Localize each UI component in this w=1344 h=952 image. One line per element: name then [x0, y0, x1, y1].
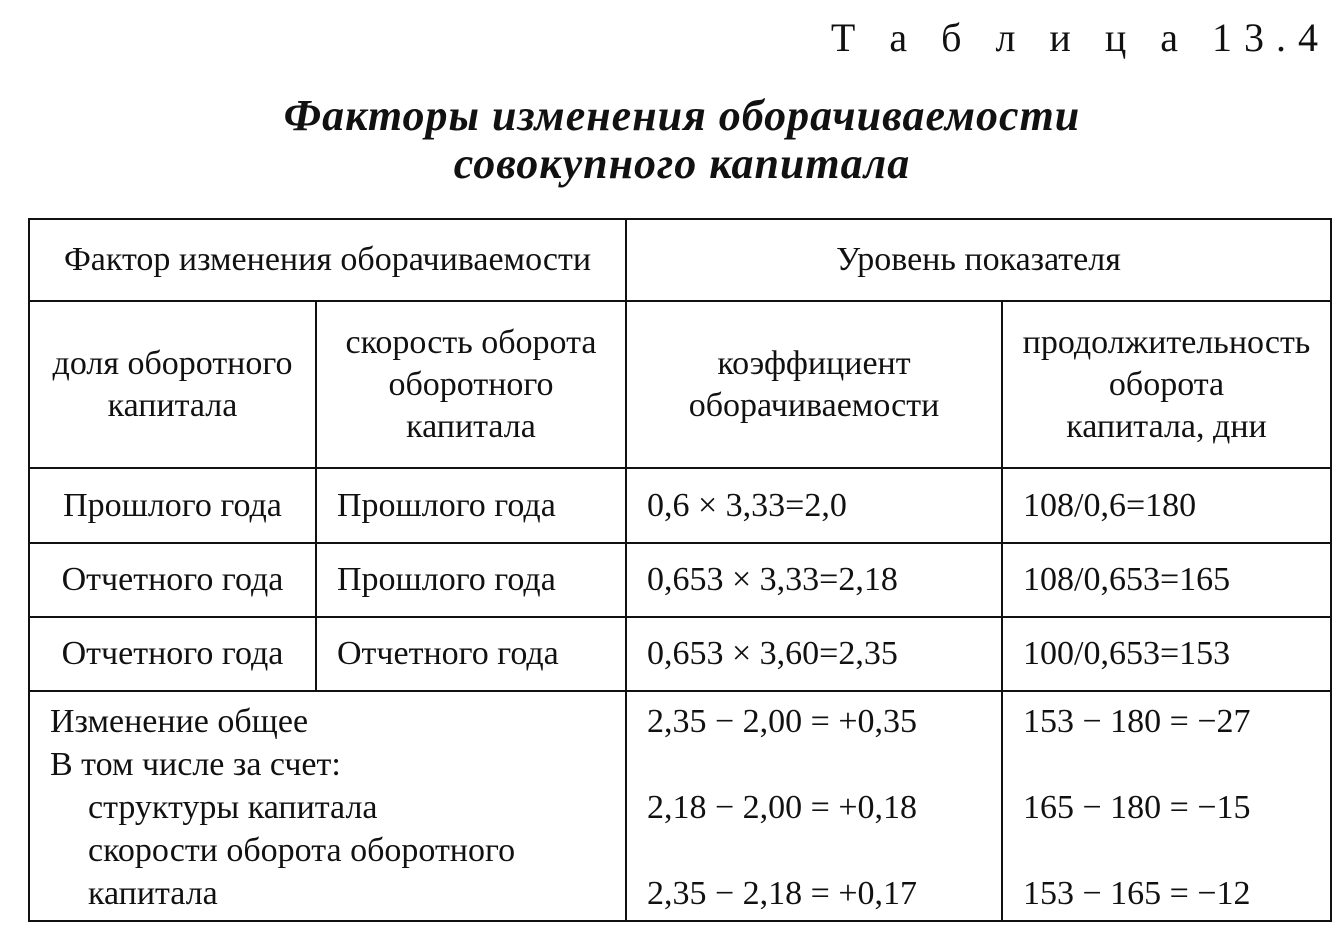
cell-speed: Отчетного года — [316, 617, 626, 691]
summary-including-label: В том числе за счет: — [50, 746, 341, 783]
summary-coefficient-changes — [626, 691, 1002, 921]
cell-speed: Прошлого года — [316, 468, 626, 543]
summary-duration-total: 153 − 180 = −27 — [1023, 703, 1251, 740]
table-row — [29, 617, 1331, 691]
header-factor-group: Фактор изменения оборачиваемости — [29, 219, 626, 301]
header-level-group: Уровень показателя — [626, 219, 1331, 301]
summary-duration-speed: 153 − 165 = −12 — [1023, 875, 1251, 912]
caption-line-2: совокупного капитала — [453, 139, 911, 188]
cell-duration: 108/0,6=180 — [1002, 468, 1331, 543]
cell-share: Отчетного года — [29, 543, 316, 617]
header-share-of-working-capital: доля оборотного капитала — [29, 301, 316, 468]
cell-coefficient: 0,6 × 3,33=2,0 — [626, 468, 1002, 543]
cell-coefficient: 0,653 × 3,33=2,18 — [626, 543, 1002, 617]
summary-total-label: Изменение общее — [50, 703, 309, 740]
summary-structure-label: структуры капитала — [88, 789, 378, 826]
factors-table — [28, 218, 1332, 922]
summary-coef-structure: 2,18 − 2,00 = +0,18 — [647, 789, 918, 826]
table-caption — [0, 92, 1344, 188]
table-row — [29, 543, 1331, 617]
summary-coef-total: 2,35 − 2,00 = +0,35 — [647, 703, 918, 740]
summary-speed-label: скорости оборота оборотного — [88, 832, 516, 869]
header-working-capital-turnover-speed: скорость оборота оборотного капитала — [316, 301, 626, 468]
header-row-groups — [29, 219, 1331, 301]
cell-coefficient: 0,653 × 3,60=2,35 — [626, 617, 1002, 691]
caption-line-1: Факторы изменения оборачиваемости — [283, 91, 1081, 140]
summary-coef-speed: 2,35 − 2,18 = +0,17 — [647, 875, 918, 912]
summary-duration-structure: 165 − 180 = −15 — [1023, 789, 1251, 826]
header-turnover-coefficient: коэффициент оборачиваемости — [626, 301, 1002, 468]
summary-duration-changes — [1002, 691, 1331, 921]
header-turnover-duration-days: продолжительность оборота капитала, дни — [1002, 301, 1331, 468]
cell-speed: Прошлого года — [316, 543, 626, 617]
summary-speed-label-cont: капитала — [88, 875, 218, 912]
cell-share: Отчетного года — [29, 617, 316, 691]
summary-row — [29, 691, 1331, 921]
table-row — [29, 468, 1331, 543]
header-row-columns — [29, 301, 1331, 468]
summary-labels — [29, 691, 626, 921]
table-number-label: Т а б л и ц а 13.4 — [830, 15, 1330, 60]
cell-duration: 100/0,653=153 — [1002, 617, 1331, 691]
cell-duration: 108/0,653=165 — [1002, 543, 1331, 617]
cell-share: Прошлого года — [29, 468, 316, 543]
